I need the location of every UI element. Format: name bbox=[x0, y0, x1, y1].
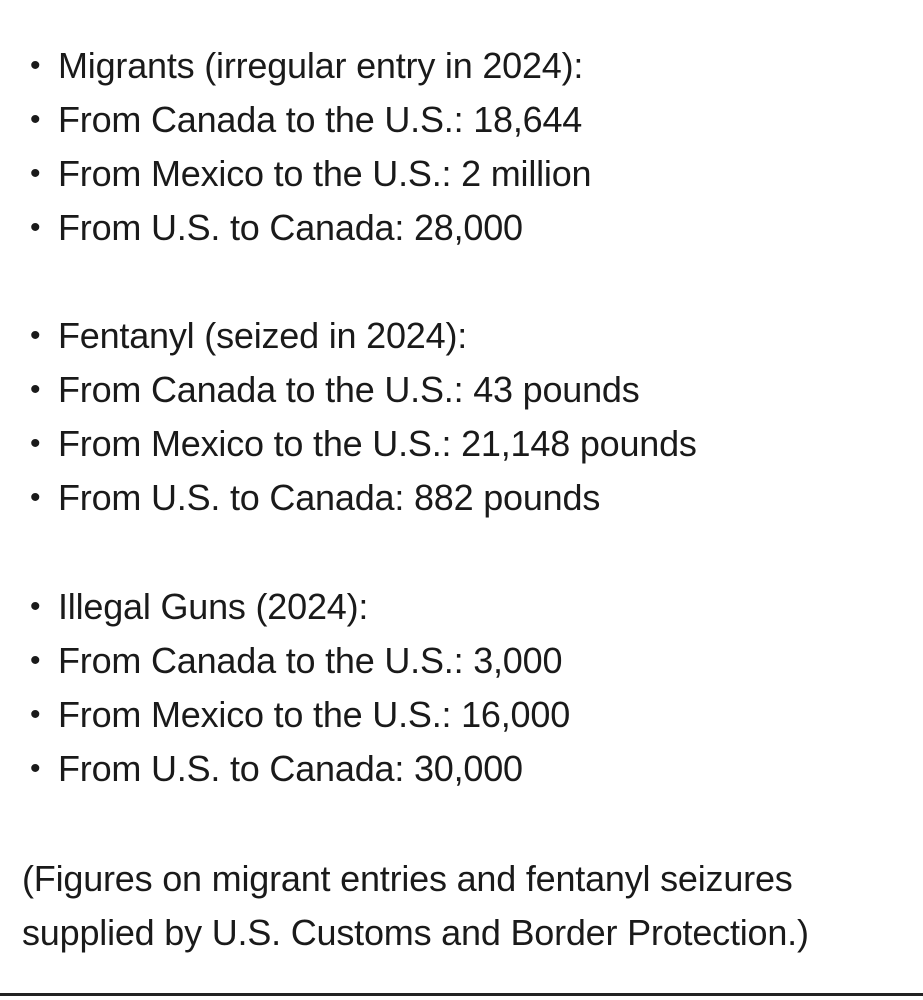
fentanyl-heading-text: Fentanyl (seized in 2024): bbox=[58, 315, 468, 356]
bullet-icon: • bbox=[30, 752, 41, 785]
migrants-heading-text: Migrants (irregular entry in 2024): bbox=[58, 45, 584, 86]
migrants-us-to-canada: From U.S. to Canada: 28,000 bbox=[58, 207, 523, 248]
bottom-divider bbox=[0, 993, 923, 996]
guns-section bbox=[30, 580, 570, 796]
list-item bbox=[30, 201, 591, 255]
list-item bbox=[30, 147, 591, 201]
section-heading bbox=[30, 39, 591, 93]
list-item bbox=[30, 417, 697, 471]
fentanyl-us-to-canada: From U.S. to Canada: 882 pounds bbox=[58, 477, 601, 518]
fentanyl-canada-to-us: From Canada to the U.S.: 43 pounds bbox=[58, 369, 640, 410]
guns-heading-text: Illegal Guns (2024): bbox=[58, 586, 369, 627]
list-item bbox=[30, 742, 570, 796]
source-footnote: (Figures on migrant entries and fentanyl seizures supplied by U.S. Customs and Border Protection.) bbox=[22, 858, 809, 953]
bullet-icon: • bbox=[30, 157, 41, 190]
bullet-icon: • bbox=[30, 698, 41, 731]
bullet-icon: • bbox=[30, 373, 41, 406]
fentanyl-mexico-to-us: From Mexico to the U.S.: 21,148 pounds bbox=[58, 423, 697, 464]
fentanyl-section bbox=[30, 309, 697, 525]
migrants-canada-to-us: From Canada to the U.S.: 18,644 bbox=[58, 99, 583, 140]
bullet-icon: • bbox=[30, 590, 41, 623]
list-item bbox=[30, 471, 697, 525]
migrants-mexico-to-us: From Mexico to the U.S.: 2 million bbox=[58, 153, 592, 194]
list-item bbox=[30, 688, 570, 742]
section-heading bbox=[30, 580, 570, 634]
bullet-icon: • bbox=[30, 427, 41, 460]
bullet-icon: • bbox=[30, 103, 41, 136]
list-item bbox=[30, 363, 697, 417]
section-heading bbox=[30, 309, 697, 363]
bullet-icon: • bbox=[30, 49, 41, 82]
migrants-section bbox=[30, 39, 591, 255]
guns-mexico-to-us: From Mexico to the U.S.: 16,000 bbox=[58, 694, 571, 735]
guns-us-to-canada: From U.S. to Canada: 30,000 bbox=[58, 748, 523, 789]
guns-canada-to-us: From Canada to the U.S.: 3,000 bbox=[58, 640, 563, 681]
list-item bbox=[30, 634, 570, 688]
list-item bbox=[30, 93, 591, 147]
bullet-icon: • bbox=[30, 319, 41, 352]
bullet-icon: • bbox=[30, 644, 41, 677]
bullet-icon: • bbox=[30, 211, 41, 244]
bullet-icon: • bbox=[30, 481, 41, 514]
